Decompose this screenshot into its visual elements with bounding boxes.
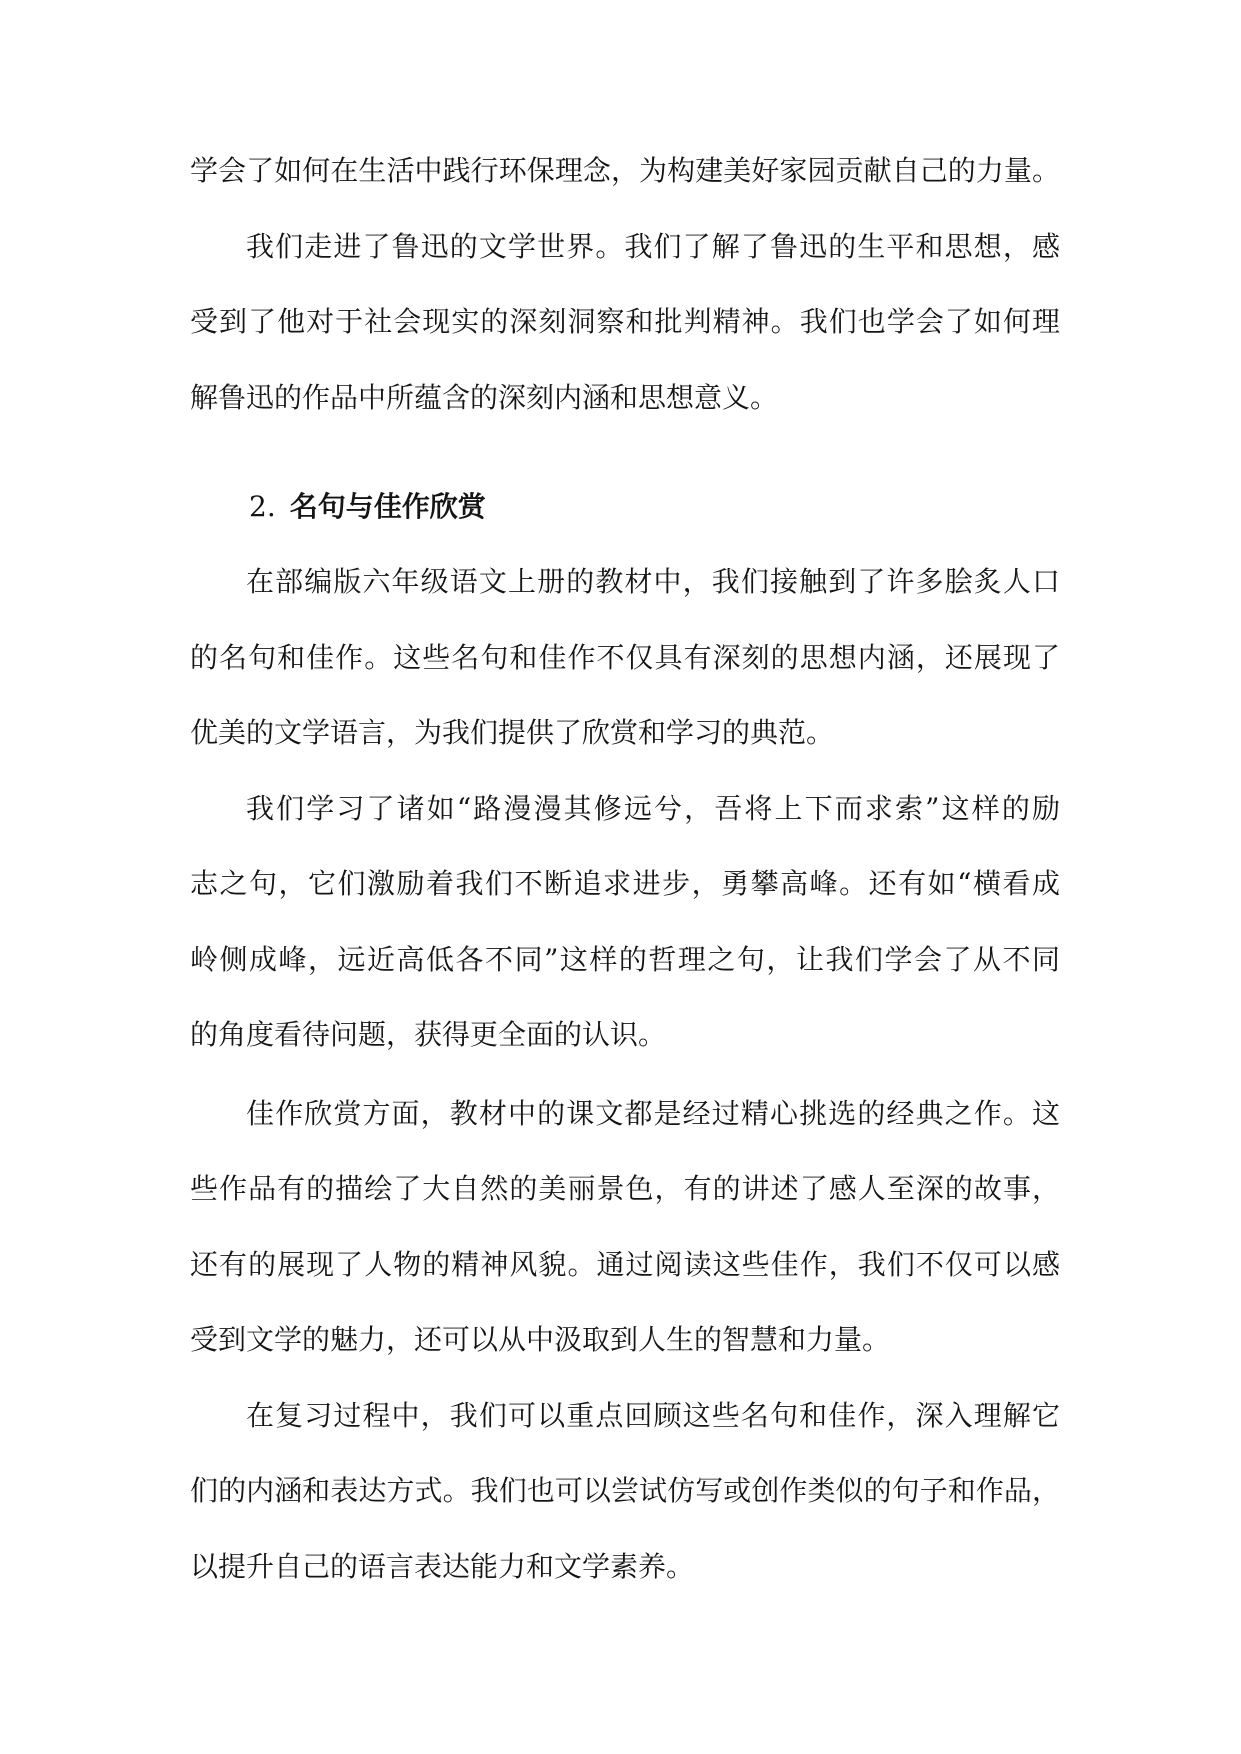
paragraph-intro [190,544,1060,771]
text-line: 岭侧成峰，远近高低各不同”这样的哲理之句，让我们学会了从不同 [190,942,1060,976]
section-title: 名句与佳作欣赏 [289,489,486,523]
paragraph-continuation [190,133,1060,209]
text-line: 解鲁迅的作品中所蕴含的深刻内涵和思想意义。 [190,380,779,414]
text-line: 受到了他对于社会现实的深刻洞察和批判精神。我们也学会了如何理 [190,305,1060,338]
document-body [190,133,1060,1604]
text-line: 的角度看待问题，获得更全面的认识。 [190,1018,667,1051]
text-line: 在复习过程中，我们可以重点回顾这些名句和佳作，深入理解它 [246,1398,1060,1432]
text-line: 在部编版六年级语文上册的教材中，我们接触到了许多脍炙人口 [246,565,1060,598]
text-line: 学会了如何在生活中践行环保理念，为构建美好家园贡献自己的力量。 [190,154,1060,187]
text-line: 些作品有的描绘了大自然的美丽景色，有的讲述了感人至深的故事， [190,1172,1060,1205]
text-line: 优美的文学语言，为我们提供了欣赏和学习的典范。 [190,716,835,749]
section-heading [190,469,1060,545]
section-number: 2. [249,489,276,523]
paragraph-review [190,1378,1060,1605]
text-line: 佳作欣赏方面，教材中的课文都是经过精心挑选的经典之作。这 [246,1096,1060,1130]
text-line: 我们走进了鲁迅的文学世界。我们了解了鲁迅的生平和思想，感 [246,229,1060,263]
paragraph-appreciation [190,1076,1060,1378]
text-line: 们的内涵和表达方式。我们也可以尝试仿写或创作类似的句子和作品， [190,1474,1060,1507]
text-line: 以提升自己的语言表达能力和文学素养。 [190,1549,695,1583]
paragraph-famous-quotes [190,771,1060,1073]
text-line: 还有的展现了人物的精神风貌。通过阅读这些佳作，我们不仅可以感 [190,1247,1060,1281]
paragraph-lu-xun [190,209,1060,436]
text-line: 受到文学的魅力，还可以从中汲取到人生的智慧和力量。 [190,1323,891,1356]
text-line: 的名句和佳作。这些名句和佳作不仅具有深刻的思想内涵，还展现了 [190,640,1060,674]
text-line: 我们学习了诸如“路漫漫其修远兮，吾将上下而求索”这样的励 [246,791,1060,825]
text-line: 志之句，它们激励着我们不断追求进步，勇攀高峰。还有如“横看成 [190,867,1060,900]
